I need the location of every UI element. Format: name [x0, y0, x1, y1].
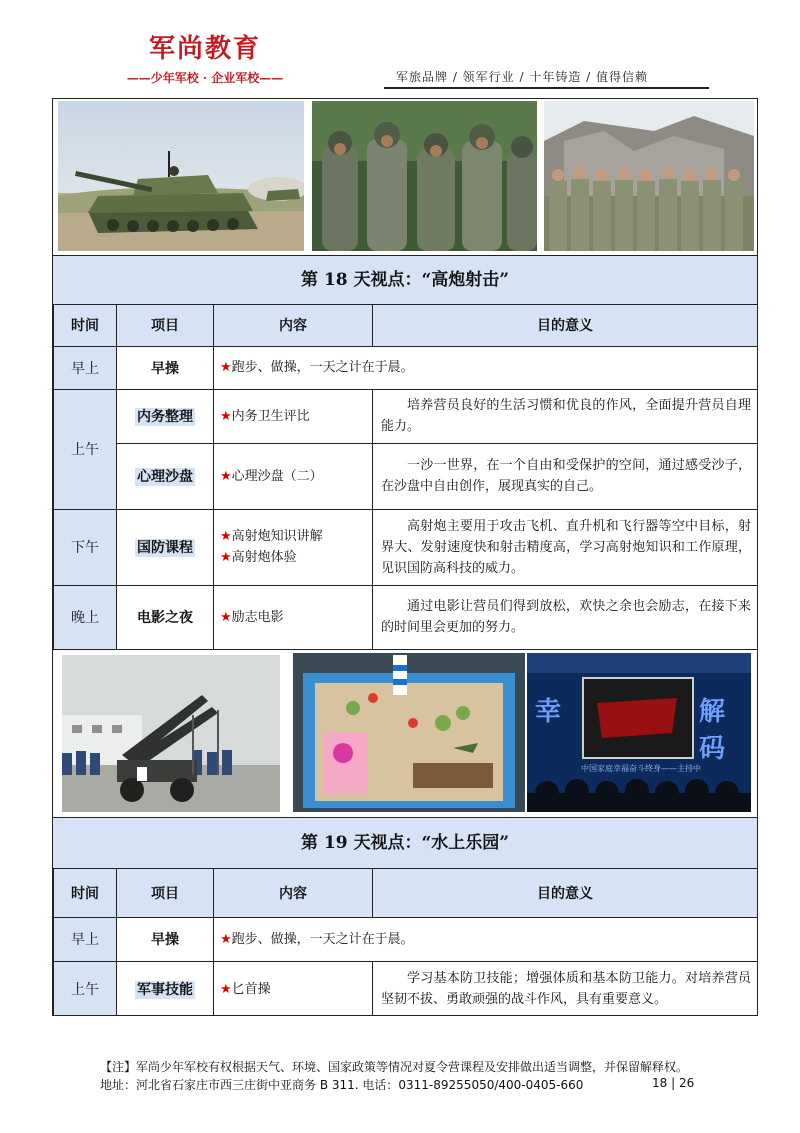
row-item — [117, 389, 214, 443]
row-item-label: 电影之夜 — [137, 610, 193, 626]
row-item — [117, 443, 214, 509]
row-item — [117, 961, 214, 1016]
photo-row-top — [53, 99, 757, 255]
header-slogan: 军旅品牌 / 领军行业 / 十年铸造 / 值得信赖 — [396, 70, 649, 84]
sandplay-tray-photo — [293, 653, 525, 812]
row-content-text: 跑步、做操，一天之计在于晨。 — [231, 360, 414, 375]
row-content-text: 内务卫生评比 — [231, 408, 310, 424]
row-content-text: 励志电影 — [231, 609, 284, 625]
star-icon: ★ — [220, 550, 232, 565]
row-item-label: 心理沙盘 — [137, 469, 193, 485]
row-time: 早上 — [54, 917, 117, 961]
tank-photo — [58, 101, 304, 251]
page-number: 18 | 26 — [652, 1076, 695, 1090]
row-content — [214, 509, 373, 585]
row-time: 早上 — [54, 346, 117, 389]
star-icon: ★ — [220, 931, 232, 947]
row-purpose: 通过电影让营员们得到放松，欢快之余也会励志，在接下来的时间里会更加的努力。 — [373, 585, 758, 649]
table-row — [54, 346, 758, 389]
row-purpose: 培养营员良好的生活习惯和优良的作风，全面提升营员自理能力。 — [373, 389, 758, 443]
row-content — [214, 585, 373, 649]
movie-night-photo — [527, 653, 751, 812]
row-content — [214, 346, 758, 389]
row-time: 上午 — [54, 389, 117, 509]
header-purpose: 目的意义 — [373, 869, 758, 917]
row-content-text: 跑步、做操，一天之计在于晨。 — [231, 931, 414, 947]
header-divider — [384, 87, 709, 89]
row-content — [214, 389, 373, 443]
header-purpose: 目的意义 — [373, 305, 758, 346]
page-frame — [52, 98, 758, 1016]
table-row — [54, 585, 758, 649]
row-time: 晚上 — [54, 585, 117, 649]
group-monument-photo — [544, 101, 754, 251]
table-row — [54, 961, 758, 1016]
brand-subtitle: ——少年军校 · 企业军校—— — [126, 71, 284, 85]
row-purpose: 一沙一世界，在一个自由和受保护的空间，通过感受沙子，在沙盘中自由创作，展现真实的自己。 — [373, 443, 758, 509]
footer-note: 【注】军尚少年军校有权根据天气、环境、国家政策等情况对夏令营课程及安排做出适当调整，并保留解释权。 — [100, 1060, 689, 1074]
table-row — [54, 389, 758, 443]
star-icon: ★ — [220, 468, 232, 484]
header-item: 项目 — [117, 305, 214, 346]
brand-logo — [120, 28, 290, 86]
row-item — [117, 585, 214, 649]
row-content-text: 高射炮知识讲解 — [231, 529, 323, 544]
header-time: 时间 — [54, 305, 117, 346]
table-row — [54, 443, 758, 509]
table-row — [54, 509, 758, 585]
star-icon: ★ — [220, 981, 232, 997]
row-content — [214, 917, 758, 961]
day19-schedule-table — [53, 869, 758, 1016]
header-content: 内容 — [214, 305, 373, 346]
row-item-label: 军事技能 — [137, 982, 193, 998]
screen-caption: 中国家庭幸福奋斗终身——主持中 — [581, 764, 701, 773]
table-header-row — [54, 869, 758, 917]
day18-title: 第 18 天视点：“高炮射击” — [53, 255, 757, 305]
screen-text-left: 幸 — [535, 697, 562, 727]
table-header-row — [54, 305, 758, 346]
brand-name: 军尚教育 — [148, 34, 261, 64]
star-icon: ★ — [220, 609, 232, 625]
row-item-label: 国防课程 — [137, 540, 193, 556]
row-content — [214, 961, 373, 1016]
row-item — [117, 346, 214, 389]
row-item-label: 早操 — [151, 360, 179, 377]
anti-aircraft-gun-photo — [62, 655, 280, 812]
row-item — [117, 509, 214, 585]
row-content-text: 心理沙盘（二） — [231, 468, 323, 484]
photo-row-middle — [53, 650, 757, 816]
row-content-text: 匕首操 — [231, 981, 271, 997]
soldiers-photo — [312, 101, 537, 251]
day19-title: 第 19 天视点：“水上乐园” — [53, 817, 757, 869]
row-content — [214, 443, 373, 509]
star-icon: ★ — [220, 529, 232, 544]
header-content: 内容 — [214, 869, 373, 917]
header-time: 时间 — [54, 869, 117, 917]
screen-text-right: 解码 — [699, 697, 730, 764]
star-icon: ★ — [220, 408, 232, 424]
day18-schedule-table — [53, 305, 758, 650]
star-icon: ★ — [220, 360, 232, 375]
row-purpose: 学习基本防卫技能；增强体质和基本防卫能力。对培养营员坚韧不拔、勇敢顽强的战斗作风，具有重要意义。 — [373, 961, 758, 1016]
header-item: 项目 — [117, 869, 214, 917]
row-purpose: 高射炮主要用于攻击飞机、直升机和飞行器等空中目标，射界大、发射速度快和射击精度高，学习高射炮知识和工作原理，见识国防高科技的威力。 — [373, 509, 758, 585]
row-item-label: 内务整理 — [137, 409, 193, 425]
table-row — [54, 917, 758, 961]
row-time: 上午 — [54, 961, 117, 1016]
footer-address: 地址：河北省石家庄市西三庄街中亚商务 B 311. 电话：0311-89255050/400-0405-660 — [100, 1078, 584, 1092]
row-item — [117, 917, 214, 961]
row-item-label: 早操 — [151, 932, 179, 948]
row-time: 下午 — [54, 509, 117, 585]
row-content-text: 高射炮体验 — [231, 550, 297, 565]
